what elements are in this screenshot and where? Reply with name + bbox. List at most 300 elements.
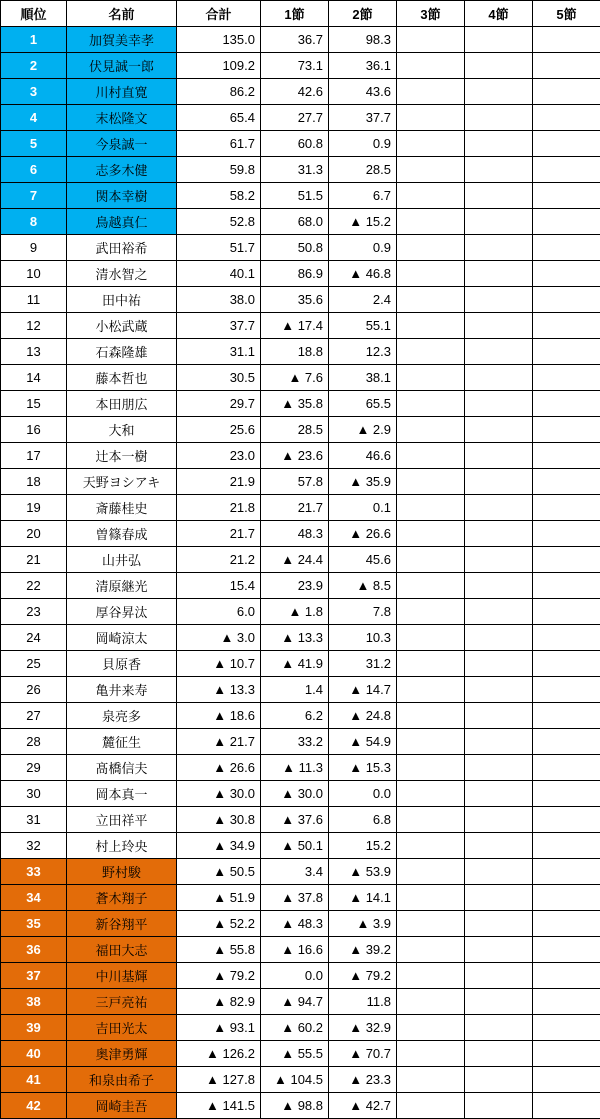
cell-rank: 4 <box>1 105 67 131</box>
cell-round1: ▲ 13.3 <box>261 625 329 651</box>
cell-rank: 24 <box>1 625 67 651</box>
cell-round4 <box>465 235 533 261</box>
cell-rank: 18 <box>1 469 67 495</box>
cell-name: 鳥越真仁 <box>67 209 177 235</box>
cell-round2: ▲ 79.2 <box>329 963 397 989</box>
table-row <box>1 79 600 105</box>
cell-name: 志多木健 <box>67 157 177 183</box>
table-row <box>1 703 600 729</box>
cell-name: 厚谷昇汰 <box>67 599 177 625</box>
cell-total: 59.8 <box>177 157 261 183</box>
cell-total: ▲ 10.7 <box>177 651 261 677</box>
cell-round5 <box>533 781 600 807</box>
cell-round5 <box>533 235 600 261</box>
table-row <box>1 313 600 339</box>
cell-round3 <box>397 625 465 651</box>
cell-round1: ▲ 60.2 <box>261 1015 329 1041</box>
cell-round3 <box>397 703 465 729</box>
cell-round2: 46.6 <box>329 443 397 469</box>
cell-round3 <box>397 79 465 105</box>
cell-round1: 18.8 <box>261 339 329 365</box>
cell-round3 <box>397 1015 465 1041</box>
cell-total: 21.8 <box>177 495 261 521</box>
cell-round4 <box>465 625 533 651</box>
cell-rank: 36 <box>1 937 67 963</box>
cell-round4 <box>465 937 533 963</box>
table-row <box>1 417 600 443</box>
cell-round3 <box>397 157 465 183</box>
cell-total: ▲ 30.0 <box>177 781 261 807</box>
cell-rank: 22 <box>1 573 67 599</box>
cell-round3 <box>397 417 465 443</box>
cell-round1: 31.3 <box>261 157 329 183</box>
cell-round4 <box>465 755 533 781</box>
cell-name: 岡崎圭吾 <box>67 1093 177 1119</box>
cell-round4 <box>465 79 533 105</box>
cell-rank: 20 <box>1 521 67 547</box>
cell-round5 <box>533 209 600 235</box>
cell-round2: ▲ 23.3 <box>329 1067 397 1093</box>
table-row <box>1 833 600 859</box>
cell-round1: 6.2 <box>261 703 329 729</box>
cell-round3 <box>397 937 465 963</box>
cell-total: 52.8 <box>177 209 261 235</box>
cell-rank: 19 <box>1 495 67 521</box>
cell-round1: ▲ 1.8 <box>261 599 329 625</box>
cell-rank: 30 <box>1 781 67 807</box>
table-row <box>1 651 600 677</box>
cell-round5 <box>533 521 600 547</box>
table-row <box>1 1067 600 1093</box>
cell-round1: 73.1 <box>261 53 329 79</box>
cell-round1: ▲ 48.3 <box>261 911 329 937</box>
cell-round5 <box>533 53 600 79</box>
cell-total: 58.2 <box>177 183 261 209</box>
cell-rank: 42 <box>1 1093 67 1119</box>
cell-round4 <box>465 287 533 313</box>
cell-round3 <box>397 1093 465 1119</box>
cell-round4 <box>465 157 533 183</box>
cell-round3 <box>397 313 465 339</box>
cell-round2: ▲ 53.9 <box>329 859 397 885</box>
cell-total: 21.7 <box>177 521 261 547</box>
cell-rank: 1 <box>1 27 67 53</box>
table-header-row <box>1 1 600 27</box>
cell-round4 <box>465 339 533 365</box>
column-header-round5: 5節 <box>533 1 600 27</box>
cell-rank: 17 <box>1 443 67 469</box>
cell-round4 <box>465 703 533 729</box>
table-row <box>1 105 600 131</box>
cell-rank: 40 <box>1 1041 67 1067</box>
cell-name: 蒼木翔子 <box>67 885 177 911</box>
cell-rank: 14 <box>1 365 67 391</box>
cell-round2: 0.1 <box>329 495 397 521</box>
cell-total: ▲ 127.8 <box>177 1067 261 1093</box>
ranking-table-body <box>1 27 600 1119</box>
cell-round3 <box>397 521 465 547</box>
table-row <box>1 287 600 313</box>
table-row <box>1 235 600 261</box>
cell-round2: 6.7 <box>329 183 397 209</box>
cell-name: 和泉由希子 <box>67 1067 177 1093</box>
cell-rank: 10 <box>1 261 67 287</box>
cell-round1: 42.6 <box>261 79 329 105</box>
cell-round5 <box>533 1093 600 1119</box>
cell-round4 <box>465 963 533 989</box>
cell-round3 <box>397 885 465 911</box>
cell-rank: 29 <box>1 755 67 781</box>
cell-total: 61.7 <box>177 131 261 157</box>
cell-total: ▲ 18.6 <box>177 703 261 729</box>
cell-round3 <box>397 729 465 755</box>
cell-rank: 9 <box>1 235 67 261</box>
cell-total: 135.0 <box>177 27 261 53</box>
cell-round4 <box>465 209 533 235</box>
table-row <box>1 937 600 963</box>
cell-total: 40.1 <box>177 261 261 287</box>
cell-round2: ▲ 3.9 <box>329 911 397 937</box>
table-row <box>1 807 600 833</box>
cell-round3 <box>397 339 465 365</box>
cell-round1: 60.8 <box>261 131 329 157</box>
table-row <box>1 547 600 573</box>
cell-rank: 15 <box>1 391 67 417</box>
cell-round3 <box>397 53 465 79</box>
cell-round2: ▲ 39.2 <box>329 937 397 963</box>
cell-round2: 65.5 <box>329 391 397 417</box>
cell-round4 <box>465 833 533 859</box>
table-row <box>1 183 600 209</box>
table-row <box>1 885 600 911</box>
cell-round5 <box>533 443 600 469</box>
cell-rank: 33 <box>1 859 67 885</box>
cell-round1: 23.9 <box>261 573 329 599</box>
cell-round2: ▲ 35.9 <box>329 469 397 495</box>
cell-total: 109.2 <box>177 53 261 79</box>
cell-round5 <box>533 625 600 651</box>
cell-name: 石森隆雄 <box>67 339 177 365</box>
cell-round5 <box>533 885 600 911</box>
cell-total: ▲ 126.2 <box>177 1041 261 1067</box>
cell-round1: ▲ 16.6 <box>261 937 329 963</box>
cell-round5 <box>533 677 600 703</box>
cell-name: 中川基輝 <box>67 963 177 989</box>
cell-round1: ▲ 30.0 <box>261 781 329 807</box>
cell-total: 65.4 <box>177 105 261 131</box>
cell-rank: 25 <box>1 651 67 677</box>
cell-round3 <box>397 391 465 417</box>
cell-round4 <box>465 599 533 625</box>
cell-name: 今泉誠一 <box>67 131 177 157</box>
table-row <box>1 521 600 547</box>
cell-name: 立田祥平 <box>67 807 177 833</box>
cell-round2: 98.3 <box>329 27 397 53</box>
cell-total: ▲ 26.6 <box>177 755 261 781</box>
cell-round2: ▲ 8.5 <box>329 573 397 599</box>
cell-round5 <box>533 1015 600 1041</box>
cell-rank: 27 <box>1 703 67 729</box>
cell-name: 清原継光 <box>67 573 177 599</box>
cell-round1: ▲ 37.8 <box>261 885 329 911</box>
cell-total: 51.7 <box>177 235 261 261</box>
cell-round4 <box>465 1093 533 1119</box>
cell-round2: ▲ 15.2 <box>329 209 397 235</box>
cell-round1: 27.7 <box>261 105 329 131</box>
cell-round2: 45.6 <box>329 547 397 573</box>
cell-name: 斎藤桂史 <box>67 495 177 521</box>
cell-total: ▲ 93.1 <box>177 1015 261 1041</box>
table-row <box>1 391 600 417</box>
cell-round3 <box>397 1041 465 1067</box>
cell-round4 <box>465 573 533 599</box>
cell-name: 清水智之 <box>67 261 177 287</box>
cell-rank: 31 <box>1 807 67 833</box>
cell-round2: 6.8 <box>329 807 397 833</box>
cell-rank: 13 <box>1 339 67 365</box>
column-header-name: 名前 <box>67 1 177 27</box>
cell-name: 岡崎涼太 <box>67 625 177 651</box>
cell-round3 <box>397 573 465 599</box>
cell-round2: ▲ 15.3 <box>329 755 397 781</box>
table-row <box>1 989 600 1015</box>
cell-round2: ▲ 24.8 <box>329 703 397 729</box>
cell-round5 <box>533 339 600 365</box>
cell-round4 <box>465 417 533 443</box>
column-header-round1: 1節 <box>261 1 329 27</box>
cell-round2: ▲ 14.1 <box>329 885 397 911</box>
cell-round2: 0.9 <box>329 235 397 261</box>
cell-round1: ▲ 17.4 <box>261 313 329 339</box>
cell-name: 髙橋信夫 <box>67 755 177 781</box>
cell-round5 <box>533 27 600 53</box>
cell-round5 <box>533 599 600 625</box>
cell-round1: ▲ 11.3 <box>261 755 329 781</box>
cell-round3 <box>397 1067 465 1093</box>
cell-round4 <box>465 521 533 547</box>
table-row <box>1 625 600 651</box>
cell-round2: ▲ 54.9 <box>329 729 397 755</box>
table-row <box>1 729 600 755</box>
cell-rank: 3 <box>1 79 67 105</box>
cell-rank: 5 <box>1 131 67 157</box>
cell-round5 <box>533 287 600 313</box>
cell-round3 <box>397 963 465 989</box>
cell-total: 29.7 <box>177 391 261 417</box>
cell-round5 <box>533 755 600 781</box>
cell-round5 <box>533 963 600 989</box>
cell-total: ▲ 79.2 <box>177 963 261 989</box>
cell-total: 37.7 <box>177 313 261 339</box>
cell-round3 <box>397 209 465 235</box>
cell-total: ▲ 50.5 <box>177 859 261 885</box>
cell-name: 岡本真一 <box>67 781 177 807</box>
cell-round2: ▲ 70.7 <box>329 1041 397 1067</box>
cell-round4 <box>465 885 533 911</box>
cell-name: 福田大志 <box>67 937 177 963</box>
table-row <box>1 27 600 53</box>
cell-round5 <box>533 313 600 339</box>
table-row <box>1 1041 600 1067</box>
cell-round3 <box>397 651 465 677</box>
cell-name: 曽篠春成 <box>67 521 177 547</box>
cell-round2: 36.1 <box>329 53 397 79</box>
cell-total: ▲ 55.8 <box>177 937 261 963</box>
cell-round1: ▲ 98.8 <box>261 1093 329 1119</box>
cell-round5 <box>533 573 600 599</box>
cell-rank: 12 <box>1 313 67 339</box>
cell-round3 <box>397 261 465 287</box>
cell-round5 <box>533 651 600 677</box>
table-row <box>1 261 600 287</box>
cell-round2: ▲ 26.6 <box>329 521 397 547</box>
cell-round3 <box>397 807 465 833</box>
cell-round4 <box>465 1041 533 1067</box>
cell-rank: 7 <box>1 183 67 209</box>
cell-round3 <box>397 365 465 391</box>
cell-round3 <box>397 183 465 209</box>
cell-rank: 35 <box>1 911 67 937</box>
table-row <box>1 599 600 625</box>
cell-round3 <box>397 105 465 131</box>
cell-round1: 0.0 <box>261 963 329 989</box>
cell-name: 伏見誠一郎 <box>67 53 177 79</box>
cell-round3 <box>397 833 465 859</box>
cell-rank: 2 <box>1 53 67 79</box>
cell-round2: 55.1 <box>329 313 397 339</box>
table-row <box>1 131 600 157</box>
cell-name: 本田朋広 <box>67 391 177 417</box>
cell-round1: 33.2 <box>261 729 329 755</box>
column-header-round2: 2節 <box>329 1 397 27</box>
cell-name: 関本幸樹 <box>67 183 177 209</box>
cell-round3 <box>397 27 465 53</box>
cell-round4 <box>465 53 533 79</box>
table-row <box>1 469 600 495</box>
cell-round3 <box>397 755 465 781</box>
cell-round4 <box>465 495 533 521</box>
cell-round5 <box>533 833 600 859</box>
cell-rank: 32 <box>1 833 67 859</box>
cell-total: ▲ 13.3 <box>177 677 261 703</box>
cell-round4 <box>465 1067 533 1093</box>
cell-round4 <box>465 729 533 755</box>
cell-round4 <box>465 807 533 833</box>
cell-rank: 39 <box>1 1015 67 1041</box>
cell-round5 <box>533 417 600 443</box>
cell-rank: 28 <box>1 729 67 755</box>
table-row <box>1 677 600 703</box>
table-row <box>1 911 600 937</box>
cell-total: 15.4 <box>177 573 261 599</box>
cell-name: 田中祐 <box>67 287 177 313</box>
cell-round4 <box>465 677 533 703</box>
cell-round2: 7.8 <box>329 599 397 625</box>
cell-rank: 11 <box>1 287 67 313</box>
cell-round5 <box>533 547 600 573</box>
cell-total: 23.0 <box>177 443 261 469</box>
cell-round5 <box>533 261 600 287</box>
cell-round5 <box>533 859 600 885</box>
cell-rank: 41 <box>1 1067 67 1093</box>
cell-round3 <box>397 599 465 625</box>
cell-round2: 38.1 <box>329 365 397 391</box>
column-header-rank: 順位 <box>1 1 67 27</box>
table-row <box>1 157 600 183</box>
cell-round1: 1.4 <box>261 677 329 703</box>
cell-round3 <box>397 495 465 521</box>
cell-total: 21.9 <box>177 469 261 495</box>
cell-total: ▲ 52.2 <box>177 911 261 937</box>
cell-round4 <box>465 183 533 209</box>
cell-total: 6.0 <box>177 599 261 625</box>
cell-rank: 38 <box>1 989 67 1015</box>
cell-round5 <box>533 183 600 209</box>
cell-round1: ▲ 24.4 <box>261 547 329 573</box>
cell-round3 <box>397 469 465 495</box>
cell-name: 野村駿 <box>67 859 177 885</box>
cell-round3 <box>397 781 465 807</box>
cell-round5 <box>533 807 600 833</box>
cell-name: 天野ヨシアキ <box>67 469 177 495</box>
cell-round2: 43.6 <box>329 79 397 105</box>
cell-rank: 6 <box>1 157 67 183</box>
cell-rank: 23 <box>1 599 67 625</box>
cell-round3 <box>397 989 465 1015</box>
cell-round1: 35.6 <box>261 287 329 313</box>
table-row <box>1 53 600 79</box>
cell-total: 21.2 <box>177 547 261 573</box>
cell-round1: ▲ 50.1 <box>261 833 329 859</box>
cell-round4 <box>465 131 533 157</box>
cell-total: ▲ 141.5 <box>177 1093 261 1119</box>
table-row <box>1 755 600 781</box>
cell-round2: 0.9 <box>329 131 397 157</box>
cell-round5 <box>533 937 600 963</box>
cell-round2: 12.3 <box>329 339 397 365</box>
cell-name: 加賀美幸孝 <box>67 27 177 53</box>
cell-round2: 31.2 <box>329 651 397 677</box>
cell-round1: ▲ 35.8 <box>261 391 329 417</box>
cell-round2: ▲ 2.9 <box>329 417 397 443</box>
cell-round5 <box>533 391 600 417</box>
cell-rank: 34 <box>1 885 67 911</box>
cell-round4 <box>465 443 533 469</box>
cell-total: 86.2 <box>177 79 261 105</box>
cell-name: 末松隆文 <box>67 105 177 131</box>
cell-total: ▲ 82.9 <box>177 989 261 1015</box>
table-row <box>1 339 600 365</box>
cell-total: ▲ 21.7 <box>177 729 261 755</box>
cell-round1: 3.4 <box>261 859 329 885</box>
cell-round5 <box>533 495 600 521</box>
cell-name: 武田裕希 <box>67 235 177 261</box>
column-header-round3: 3節 <box>397 1 465 27</box>
column-header-total: 合計 <box>177 1 261 27</box>
cell-name: 泉亮多 <box>67 703 177 729</box>
cell-round4 <box>465 1015 533 1041</box>
cell-round4 <box>465 989 533 1015</box>
cell-round3 <box>397 235 465 261</box>
cell-round5 <box>533 365 600 391</box>
cell-round1: 68.0 <box>261 209 329 235</box>
cell-name: 山井弘 <box>67 547 177 573</box>
cell-round2: 10.3 <box>329 625 397 651</box>
cell-name: 奥津勇輝 <box>67 1041 177 1067</box>
cell-round4 <box>465 469 533 495</box>
cell-round1: ▲ 55.5 <box>261 1041 329 1067</box>
cell-round3 <box>397 547 465 573</box>
